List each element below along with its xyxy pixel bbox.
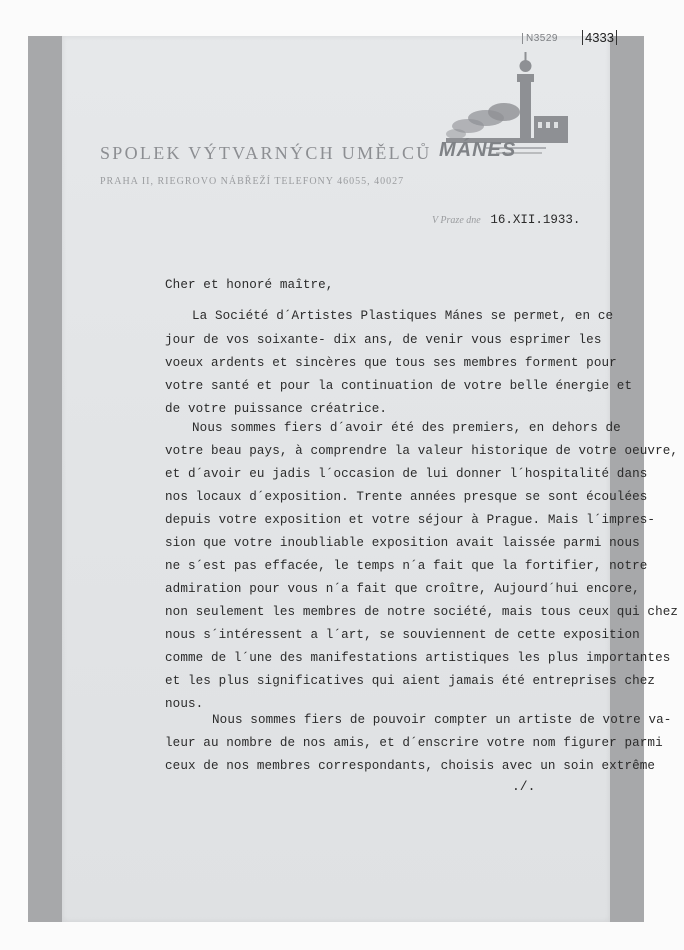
archive-number-stamp: N3529 xyxy=(522,33,558,44)
date-prefix: V Praze dne xyxy=(432,215,481,226)
page-continuation-mark: ./. xyxy=(512,779,536,794)
date-line xyxy=(432,210,580,228)
letter-line: votre beau pays, à comprendre la valeur historique de votre oeuvre, xyxy=(165,444,679,458)
letter-line: Nous sommes fiers de pouvoir compter un artiste de votre va- xyxy=(212,713,672,727)
letterhead-organization-name: SPOLEK VÝTVARNÝCH UMĚLCŮ xyxy=(100,143,432,163)
letter-line: admiration pour vous n´a fait que croître, Aujourd´hui encore, xyxy=(165,582,640,596)
letter-line: votre santé et pour la continuation de votre belle énergie et xyxy=(165,379,633,393)
letter-line: depuis votre exposition et votre séjour à Prague. Mais l´impres- xyxy=(165,513,656,527)
letter-line: ne s´est pas effacée, le temps n´a fait que la fortifier, notre xyxy=(165,559,648,573)
letter-line: nos locaux d´exposition. Trente années presque se sont écoulées xyxy=(165,490,648,504)
letter-line: Nous sommes fiers d´avoir été des premiers, en dehors de xyxy=(192,421,621,435)
letter-line: jour de vos soixante- dix ans, de venir vous esprimer les xyxy=(165,333,602,347)
letter-line: sion que votre inoubliable exposition avait laissée parmi nous xyxy=(165,536,640,550)
letter-line: leur au nombre de nos amis, et d´enscrire votre nom figurer parmi xyxy=(165,736,663,750)
letter-line: nous s´intéressent a l´art, se souviennent de cette exposition xyxy=(165,628,640,642)
letter-line: nous. xyxy=(165,697,204,711)
letter-line: ceux de nos membres correspondants, choisis avec un soin extrême xyxy=(165,759,656,773)
letterhead-address: PRAHA II, RIEGROVO NÁBŘEŽÍ TELEFONY 46055, 40027 xyxy=(100,176,405,187)
letter-line: de votre puissance créatrice. xyxy=(165,402,388,416)
letter-line: et les plus significatives qui aient jamais été entreprises chez xyxy=(165,674,656,688)
salutation: Cher et honoré maître, xyxy=(165,278,334,292)
letter-line: et d´avoir eu jadis l´occasion de lui donner l´hospitalité dans xyxy=(165,467,648,481)
archive-catalog-number: 4333 xyxy=(582,30,617,45)
letter-date: 16.XII.1933. xyxy=(490,213,581,227)
letter-line: La Société d´Artistes Plastiques Mánes se permet, en ce xyxy=(192,309,614,323)
letter-line: comme de l´une des manifestations artistiques les plus importantes xyxy=(165,651,671,665)
letter-line: non seulement les membres de notre société, mais tous ceux qui chez xyxy=(165,605,679,619)
letterhead-brand-name: MÁNES xyxy=(439,139,517,161)
letter-line: voeux ardents et sincères que tous ses membres forment pour xyxy=(165,356,617,370)
